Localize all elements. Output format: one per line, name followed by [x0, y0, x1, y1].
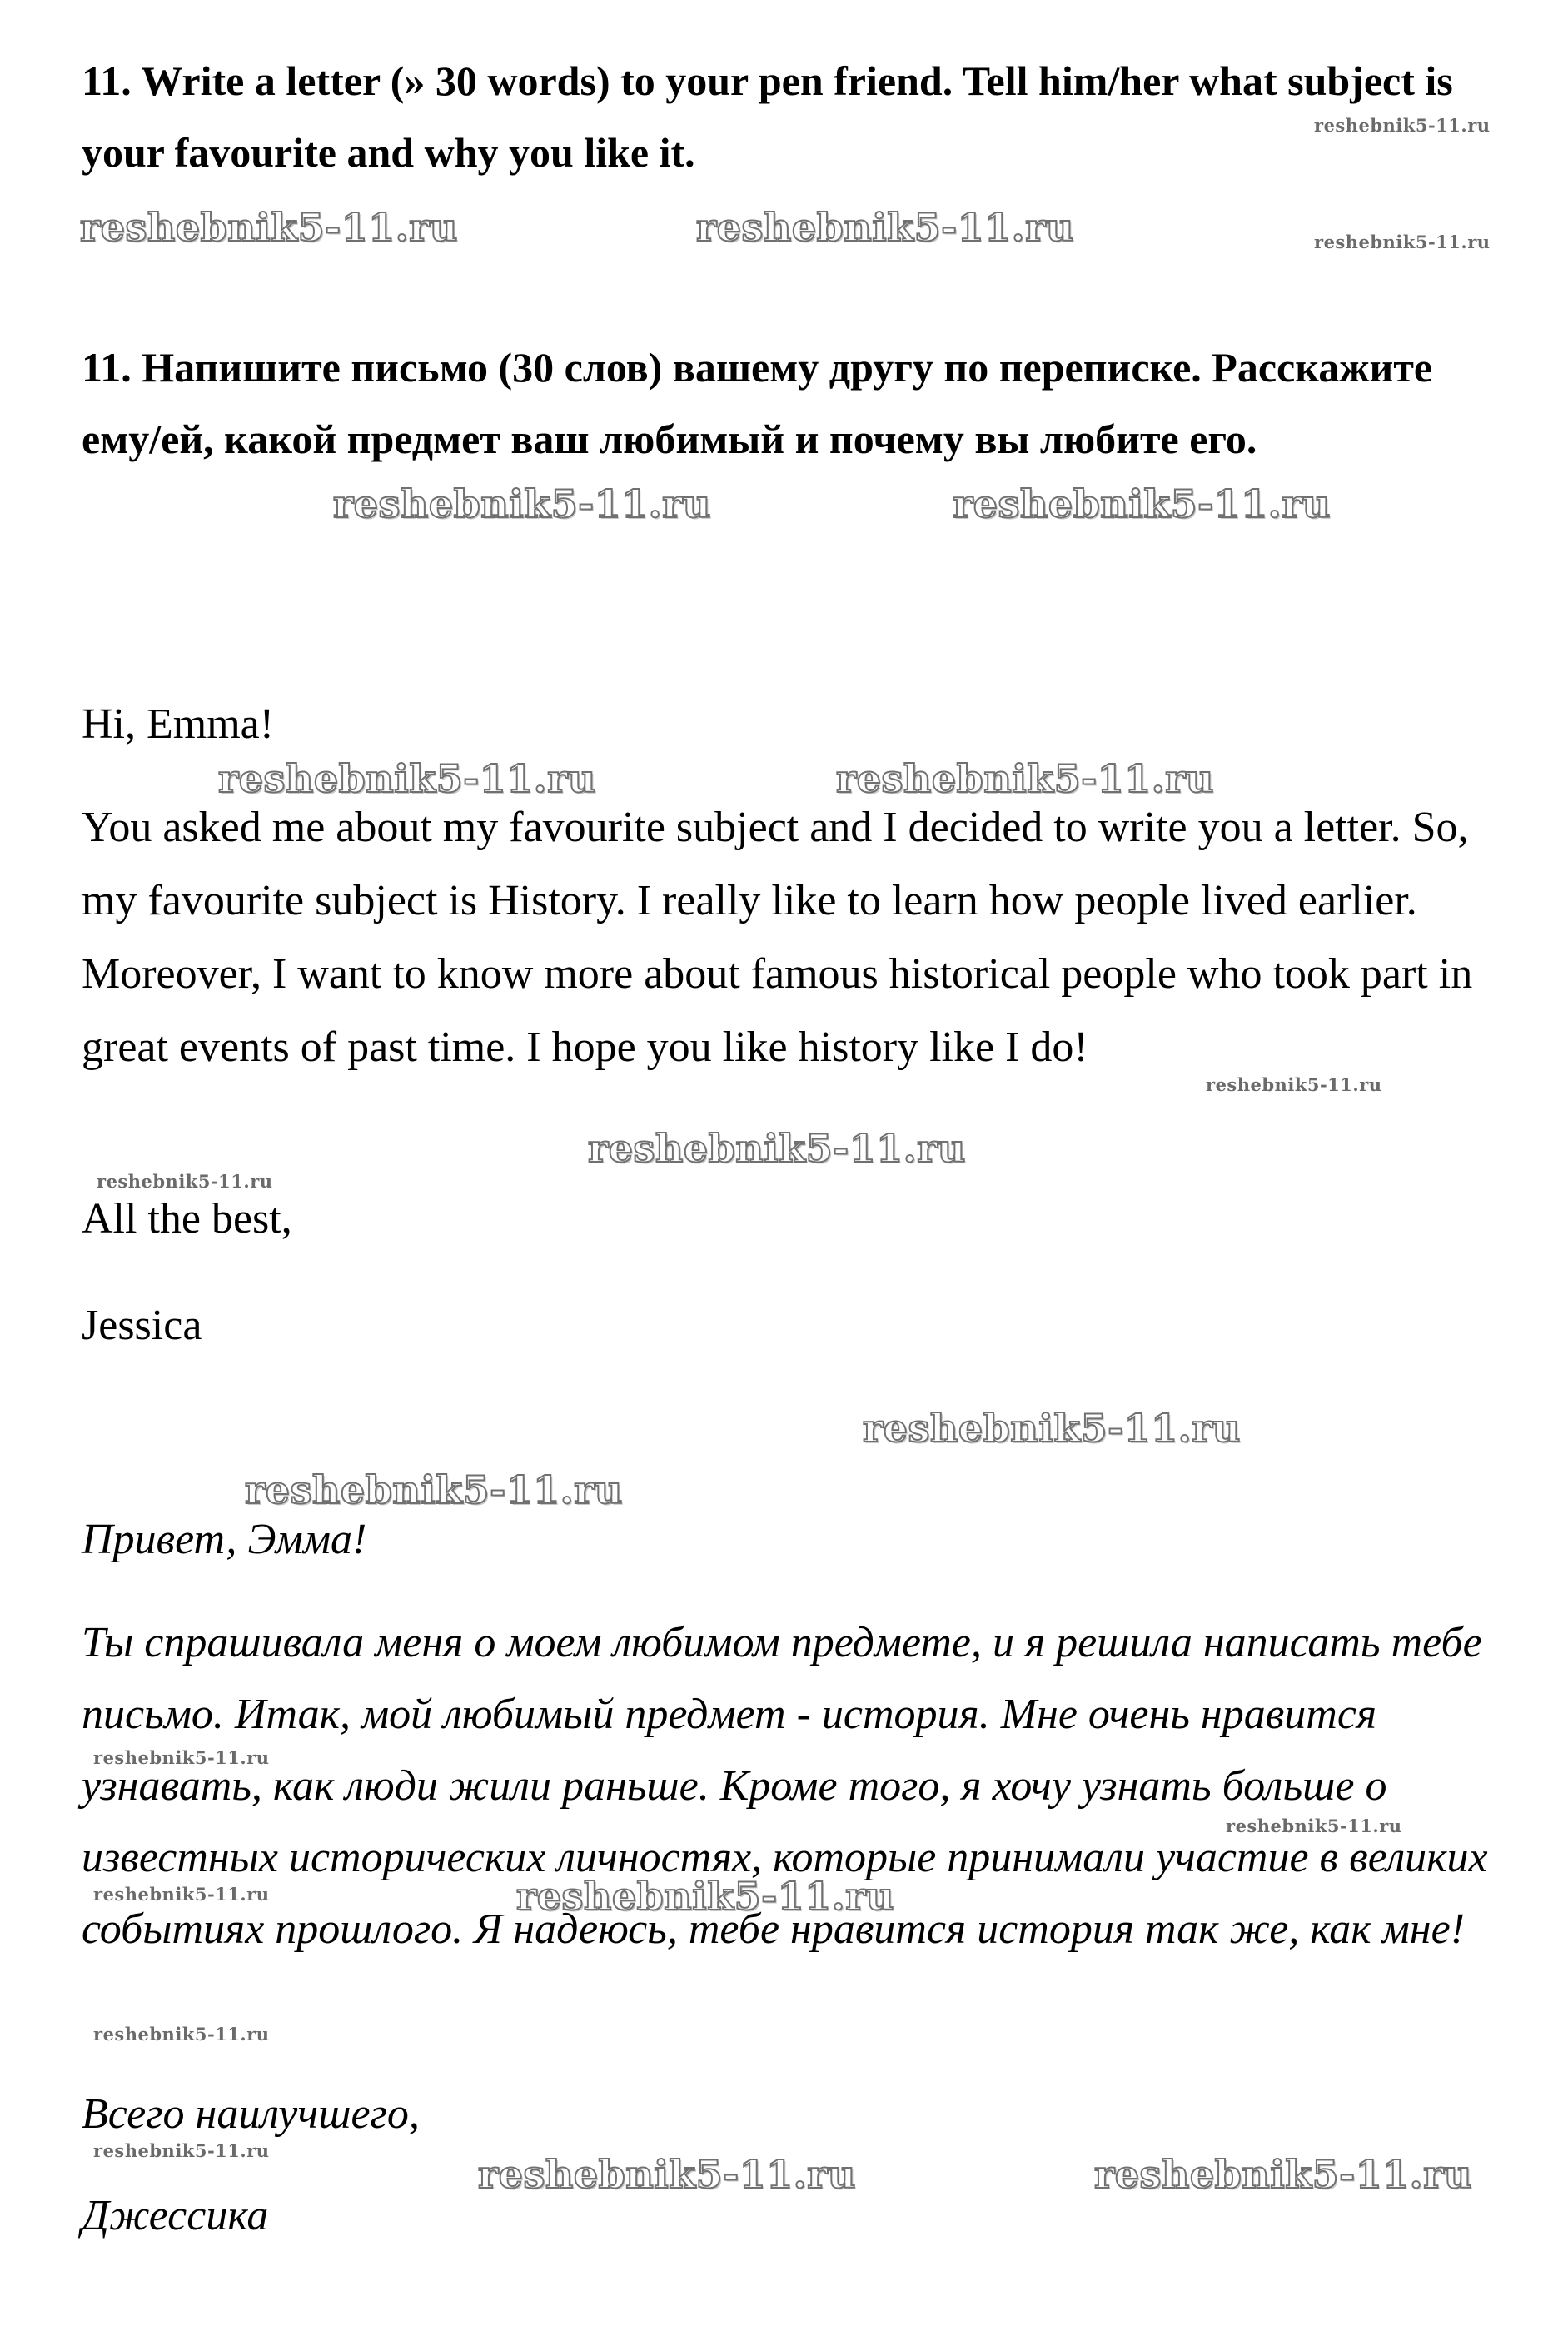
watermark: reshebnik5-11.ru — [333, 481, 711, 526]
watermark: reshebnik5-11.ru — [1206, 1074, 1382, 1095]
watermark: reshebnik5-11.ru — [93, 2024, 270, 2045]
watermark: reshebnik5-11.ru — [863, 1406, 1241, 1451]
watermark: reshebnik5-11.ru — [836, 756, 1214, 801]
watermark: reshebnik5-11.ru — [953, 481, 1331, 526]
letter-ru-closing: Всего наилучшего, — [82, 2090, 420, 2138]
watermark: reshebnik5-11.ru — [93, 1747, 270, 1768]
letter-en-closing: All the best, — [82, 1195, 292, 1243]
watermark: reshebnik5-11.ru — [1314, 232, 1491, 252]
watermark: reshebnik5-11.ru — [478, 2152, 856, 2197]
watermark: reshebnik5-11.ru — [245, 1467, 623, 1512]
watermark: reshebnik5-11.ru — [218, 756, 596, 801]
letter-ru-body: Ты спрашивала меня о моем любимом предмете, и я решила написать тебе письмо. Итак, мой любимый предмет - история. Мне очень нравится узнавать, как люди жили раньше. Кроме того, я хочу узнать больше о известных исторических личностях, которые принимали участие в великих событиях прошлого. Я надеюсь, тебе нравится история так же, как мне! — [82, 1619, 1488, 1953]
watermark: reshebnik5-11.ru — [80, 205, 458, 250]
watermark: reshebnik5-11.ru — [696, 205, 1074, 250]
watermark: reshebnik5-11.ru — [516, 1874, 894, 1919]
task-russian: 11. Напишите письмо (30 слов) вашему другу по переписке. Расскажите ему/ей, какой предмет ваш любимый и почему вы любите его. — [82, 344, 1433, 462]
letter-ru-greeting: Привет, Эмма! — [82, 1516, 367, 1563]
letter-en-body: You asked me about my favourite subject and I decided to write you a letter. So, my favourite subject is History. I really like to learn how people lived earlier. Moreover, I want to know more about famous historical people who took part in great events of past time. I hope you like history like I do! — [82, 804, 1473, 1071]
watermark: reshebnik5-11.ru — [1226, 1816, 1402, 1836]
watermark: reshebnik5-11.ru — [588, 1126, 966, 1171]
watermark: reshebnik5-11.ru — [1314, 115, 1491, 136]
watermark: reshebnik5-11.ru — [1094, 2152, 1472, 2197]
letter-en-greeting: Hi, Emma! — [82, 700, 275, 748]
task-english: 11. Write a letter (» 30 words) to your pen friend. Tell him/her what subject is your favourite and why you like it. — [82, 57, 1453, 176]
watermark: reshebnik5-11.ru — [93, 2140, 270, 2161]
letter-ru-signature: Джессика — [82, 2192, 269, 2239]
watermark: reshebnik5-11.ru — [97, 1171, 273, 1192]
watermark: reshebnik5-11.ru — [93, 1884, 270, 1905]
letter-en-signature: Jessica — [82, 1302, 202, 1349]
